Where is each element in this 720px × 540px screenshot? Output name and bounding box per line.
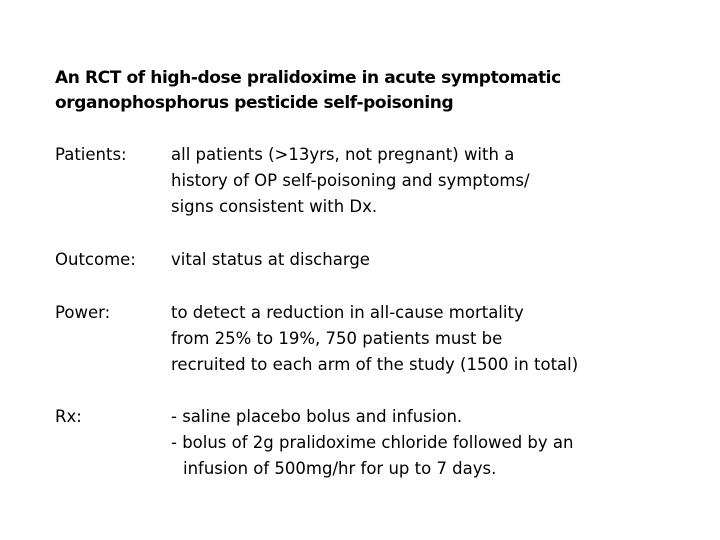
power-text — [171, 300, 578, 378]
outcome-label: Outcome: — [55, 250, 136, 269]
text-line: vital status at discharge — [171, 250, 370, 269]
rx-text — [171, 404, 573, 482]
text-line: - bolus of 2g pralidoxime chloride followed by an — [171, 433, 574, 452]
patients-label: Patients: — [55, 145, 127, 164]
rx-label: Rx: — [55, 407, 82, 426]
text-line: signs consistent with Dx. — [171, 197, 378, 216]
text-line: to detect a reduction in all-cause mortality — [171, 303, 524, 322]
title-line: An RCT of high-dose pralidoxime in acute symptomatic — [55, 68, 561, 88]
text-line: history of OP self-poisoning and symptoms/ — [171, 171, 530, 190]
power-label: Power: — [55, 303, 111, 322]
text-line: infusion of 500mg/hr for up to 7 days. — [183, 459, 497, 478]
patients-text — [171, 142, 530, 220]
slide-title — [55, 66, 675, 116]
text-line: all patients (>13yrs, not pregnant) with a — [171, 145, 515, 164]
outcome-text — [171, 247, 370, 273]
title-line: organophosphorus pesticide self-poisoning — [55, 93, 454, 113]
text-line: recruited to each arm of the study (1500 in total) — [171, 355, 579, 374]
text-line: from 25% to 19%, 750 patients must be — [171, 329, 503, 348]
text-line: - saline placebo bolus and infusion. — [171, 407, 463, 426]
